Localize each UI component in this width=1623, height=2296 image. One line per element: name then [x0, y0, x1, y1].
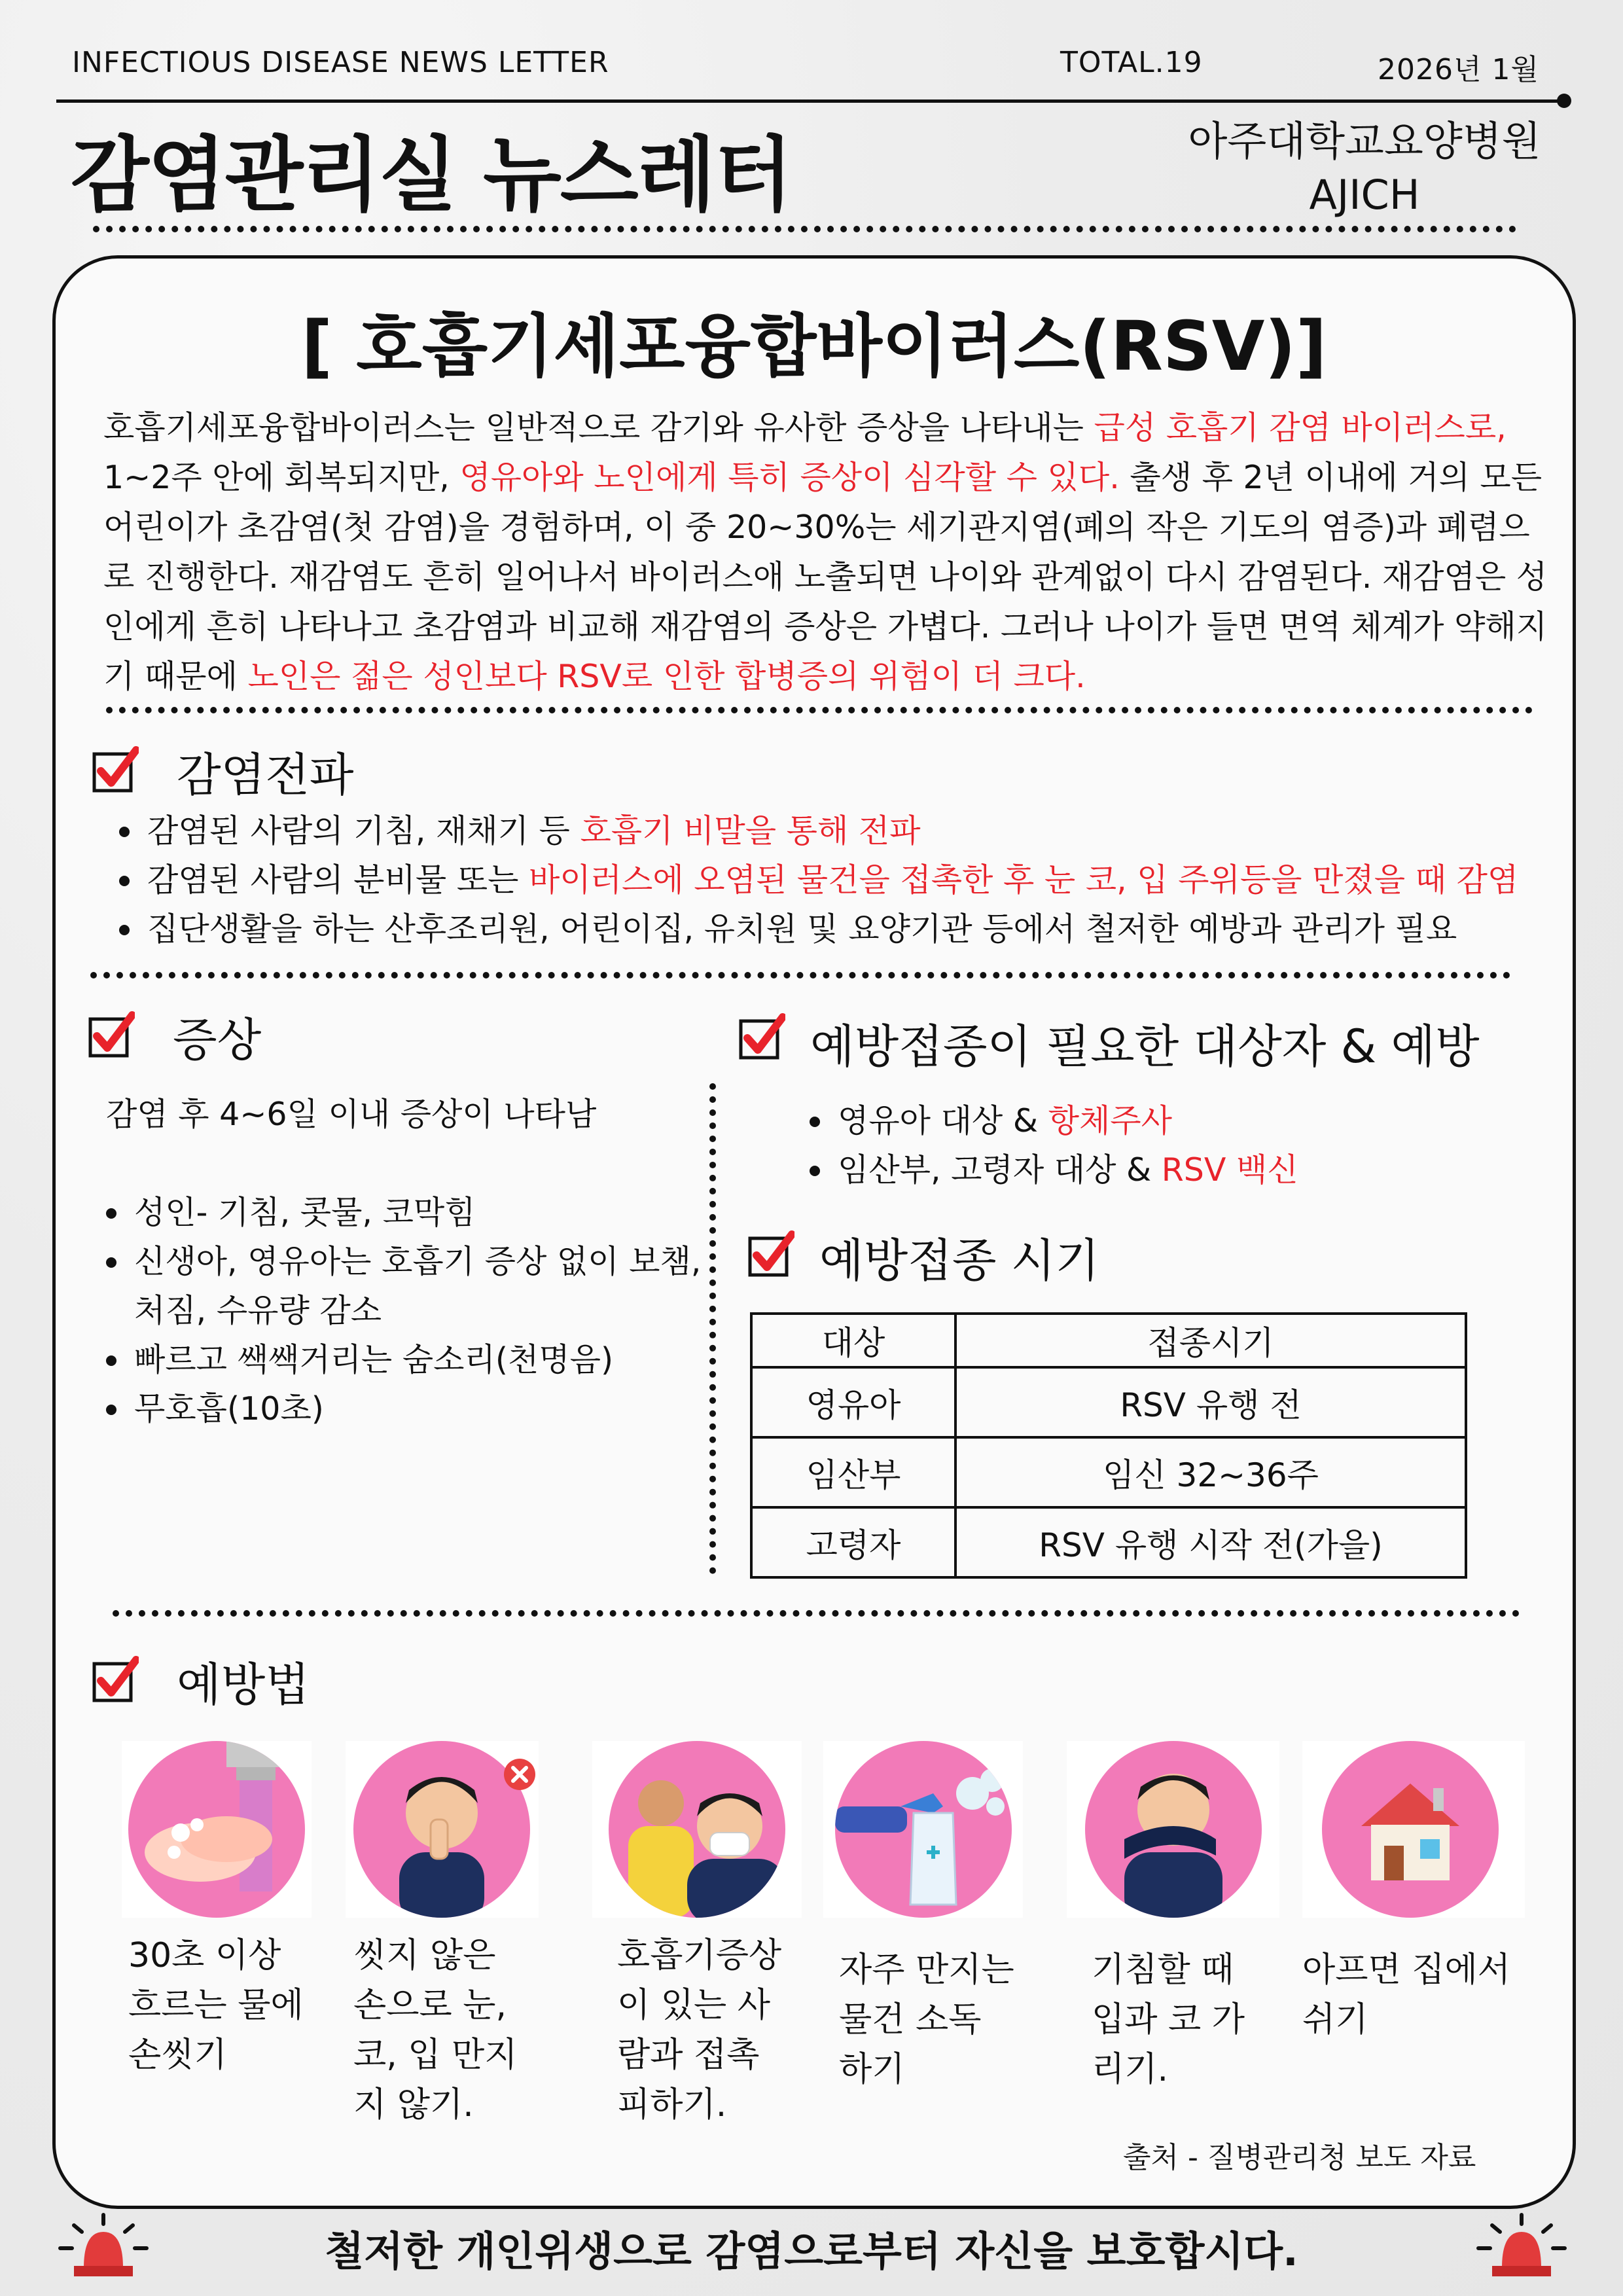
- prevention-tile-2: [346, 1741, 539, 1918]
- checkbox-check-icon: [88, 1011, 135, 1058]
- handwashing-icon: [128, 1741, 305, 1918]
- checkbox-check-icon: [738, 1013, 785, 1060]
- table-cell: 고령자: [751, 1507, 955, 1577]
- caption-line: 손씻기: [128, 2036, 227, 2075]
- hospital-name-english: AJICH: [1309, 171, 1420, 219]
- avoid-contact-icon: [609, 1741, 785, 1918]
- checkbox-check-icon: [92, 1656, 139, 1703]
- table-row: [751, 1437, 1466, 1507]
- highlight-text: RSV 백신: [1161, 1151, 1298, 1189]
- caption-line: 리기.: [1092, 2050, 1168, 2089]
- table-row: [751, 1367, 1466, 1437]
- caption-line: 30초 이상: [128, 1936, 281, 1975]
- prevention-tile-1: [122, 1741, 312, 1918]
- column-divider: [709, 1083, 716, 1574]
- vaccine-timing-table: [750, 1312, 1467, 1579]
- body-text: 출생 후 2년 이내에 거의 모든 어린이가 초감염(첫 감염)을 경험하며, 이 중 20~30%는 세기관지염(폐의 작은 기도의 염증)과 폐렴으로 진행한다. 재감염도 흔히 일어나서 바이러스애 노출되면 나이와 관계없이 다시 감염된다. 재감염은 성인에게 흔히 나타나고 초감염과 비교해 재감염의 증상은 가볍다. 그러나 나이가 들면 면역 체계가 약해지기 때문에: [103, 459, 1548, 695]
- caption-line: 피하기.: [617, 2085, 727, 2125]
- table-cell: 임신 32~36주: [955, 1437, 1466, 1507]
- table-header-row: [751, 1314, 1466, 1367]
- transmission-list: [111, 806, 1551, 954]
- header-divider: [93, 226, 1516, 232]
- prevention-caption-4: [839, 1945, 1035, 2094]
- close-icon: [503, 1757, 537, 1791]
- prevention-caption-1: [128, 1931, 325, 2080]
- body-text: 영유아 대상 &: [838, 1102, 1048, 1139]
- disinfect-spray-icon: [835, 1741, 1012, 1918]
- section-divider-2: [90, 972, 1510, 978]
- prevention-tile-5: [1067, 1741, 1279, 1918]
- body-text: 집단생활을 하는 산후조리원, 어린이집, 유치원 및 요양기관 등에서 철저한 예방과 관리가 필요: [147, 910, 1457, 948]
- source-note: 출처 - 질병관리청 보도 자료: [1123, 2141, 1476, 2174]
- prevention-tile-4: [823, 1741, 1023, 1918]
- siren-icon: [1476, 2212, 1567, 2278]
- list-item: 신생아, 영유아는 호흡기 증상 없이 보챔, 처짐, 수유량 감소: [98, 1237, 707, 1335]
- cough-etiquette-icon: [1085, 1741, 1262, 1918]
- list-item: 빠르고 쌕쌕거리는 숨소리(천명음): [98, 1335, 707, 1384]
- list-item: 무호흡(10초): [98, 1384, 707, 1433]
- symptoms-onset: 감염 후 4~6일 이내 증상이 나타남: [106, 1096, 597, 1133]
- list-item: [111, 855, 1551, 905]
- vaccine-targets-heading: 예방접종이 필요한 대상자 & 예방: [810, 1020, 1480, 1073]
- table-cell: RSV 유행 전: [955, 1367, 1466, 1437]
- footer-slogan: 철저한 개인위생으로 감염으로부터 자신을 보호합시다.: [325, 2227, 1298, 2275]
- caption-line: 손으로 눈,: [353, 1986, 507, 2025]
- highlight-text: 항체주사: [1048, 1102, 1172, 1139]
- caption-line: 쉬기: [1302, 2000, 1368, 2039]
- table-header-cell: 접종시기: [955, 1314, 1466, 1367]
- body-text: 임산부, 고령자 대상 &: [838, 1151, 1162, 1189]
- prevention-tile-3: [592, 1741, 802, 1918]
- section-divider-3: [113, 1610, 1520, 1617]
- caption-line: 하기: [839, 2050, 905, 2089]
- hospital-name-korean: 아주대학교요양병원: [1188, 117, 1541, 165]
- transmission-heading: 감염전파: [177, 748, 354, 802]
- table-cell: 영유아: [751, 1367, 955, 1437]
- siren-icon: [58, 2212, 149, 2278]
- checkbox-check-icon: [92, 746, 139, 793]
- symptoms-heading: 증상: [173, 1013, 262, 1067]
- stay-home-icon: [1322, 1741, 1499, 1918]
- caption-line: 흐르는 물에: [128, 1986, 304, 2025]
- vaccine-timing-heading: 예방접종 시기: [819, 1234, 1099, 1287]
- table-cell: 임산부: [751, 1437, 955, 1507]
- caption-line: 이 있는 사: [617, 1986, 770, 2025]
- caption-line: 코, 입 만지: [353, 2036, 518, 2075]
- highlight-text: 노인은 젊은 성인보다 RSV로 인한 합병증의 위험이 더 크다.: [247, 658, 1086, 695]
- symptoms-list: [98, 1188, 707, 1433]
- prevention-caption-6: [1302, 1945, 1525, 2045]
- hospital-name: [1171, 115, 1558, 222]
- page-title: 감염관리실 뉴스레터: [71, 128, 792, 223]
- list-item: [111, 806, 1551, 855]
- caption-line: 자주 만지는: [839, 1950, 1014, 1990]
- header-rule-dot: [1557, 94, 1571, 108]
- highlight-text: 급성 호흡기 감염 바이러스로,: [1094, 409, 1507, 446]
- caption-line: 람과 접촉: [617, 2036, 760, 2075]
- list-item: [802, 1145, 1522, 1194]
- body-text: 1~2주 안에 회복되지만,: [103, 459, 460, 496]
- table-cell: RSV 유행 시작 전(가을): [955, 1507, 1466, 1577]
- body-text: 호흡기세포융합바이러스는 일반적으로 감기와 유사한 증상을 나타내는: [103, 409, 1094, 446]
- list-item: [111, 905, 1551, 954]
- caption-line: 물건 소독: [839, 2000, 982, 2039]
- list-item: 성인- 기침, 콧물, 코막힘: [98, 1188, 707, 1237]
- issue-number: TOTAL.19: [1060, 46, 1203, 79]
- newsletter-label: INFECTIOUS DISEASE NEWS LETTER: [72, 46, 609, 79]
- prevention-caption-2: [353, 1931, 550, 2130]
- header-rule: [56, 99, 1564, 103]
- caption-line: 호흡기증상: [617, 1936, 782, 1975]
- highlight-text: 바이러스에 오염된 물건을 접촉한 후 눈 코, 입 주위등을 만졌을 때 감염: [528, 861, 1519, 899]
- article-title: [ 호흡기세포융합바이러스(RSV)]: [301, 306, 1327, 386]
- caption-line: 입과 코 가: [1092, 2000, 1245, 2039]
- body-text: 감염된 사람의 분비물 또는: [147, 861, 529, 899]
- caption-line: 아프면 집에서: [1302, 1950, 1510, 1990]
- issue-date: 2026년 1월: [1378, 53, 1539, 86]
- prevention-heading: 예방법: [177, 1658, 310, 1712]
- vaccine-targets-list: [802, 1096, 1522, 1194]
- list-item: [802, 1096, 1522, 1145]
- highlight-text: 호흡기 비말을 통해 전파: [580, 812, 921, 850]
- caption-line: 씻지 않은: [353, 1936, 496, 1975]
- table-row: [751, 1507, 1466, 1577]
- article-intro: [103, 403, 1550, 702]
- section-divider-1: [106, 707, 1533, 713]
- prevention-tile-6: [1302, 1741, 1525, 1918]
- checkbox-check-icon: [747, 1230, 794, 1278]
- caption-line: 지 않기.: [353, 2085, 474, 2125]
- table-header-cell: 대상: [751, 1314, 955, 1367]
- highlight-text: 영유아와 노인에게 특히 증상이 심각할 수 있다.: [459, 459, 1120, 496]
- prevention-caption-5: [1092, 1945, 1288, 2094]
- prevention-caption-3: [617, 1931, 813, 2130]
- caption-line: 기침할 때: [1092, 1950, 1234, 1990]
- body-text: 감염된 사람의 기침, 재채기 등: [147, 812, 580, 850]
